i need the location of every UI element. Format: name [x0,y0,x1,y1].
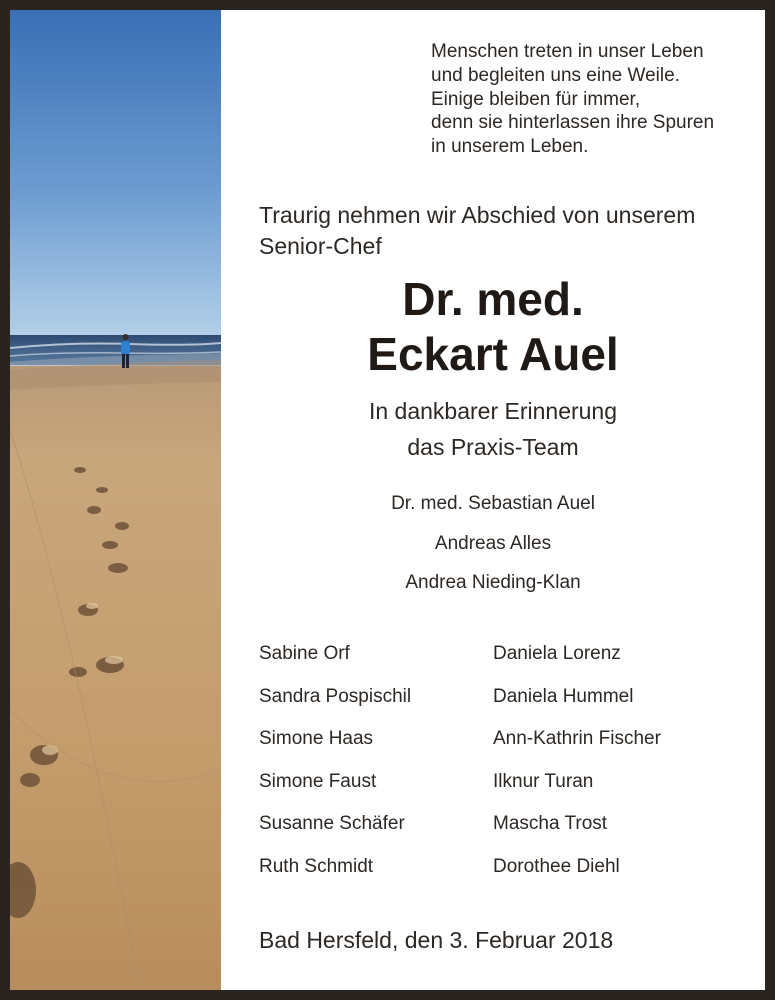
intro-text [259,200,695,262]
team-member: Simone Faust [259,770,377,792]
intro-line: Traurig nehmen wir Abschied von unserem [259,202,696,228]
team-list-left [259,633,411,888]
team-member: Sabine Orf [259,643,350,664]
poem-line: Einige bleiben für immer, [431,88,641,110]
team-member: Daniela Hummel [493,685,634,707]
poem-block [431,40,714,159]
poem-line: und begleiten uns eine Weile. [431,64,680,86]
team-member: Ann-Kathrin Fischer [493,728,661,749]
team-member: Simone Haas [259,728,374,749]
team-member: Ilknur Turan [493,770,594,792]
deceased-title: Dr. med. [402,273,584,325]
deceased-name [221,272,765,382]
lead-name: Dr. med. Sebastian Auel [391,493,595,514]
beach-footprints-photo [10,10,221,990]
obituary-card [10,10,765,990]
team-member: Ruth Schmidt [259,855,374,877]
team-member: Daniela Lorenz [493,643,621,664]
team-member: Susanne Schäfer [259,813,405,834]
poem-line: Menschen treten in unser Leben [431,41,704,62]
memory-signature: das Praxis-Team [407,434,579,460]
deceased-fullname: Eckart Auel [367,328,619,380]
beach-photo-svg [10,10,221,990]
team-member: Sandra Pospischil [259,685,412,707]
memory-line: In dankbarer Erinnerung [368,398,618,424]
team-member: Dorothee Diehl [493,855,620,877]
obituary-text-panel [221,10,765,990]
poem-line: in unserem Leben. [431,136,589,158]
team-member: Mascha Trost [493,813,608,834]
team-list-right [493,633,661,888]
lead-names [221,484,765,603]
lead-name: Andrea Nieding-Klan [405,572,581,593]
place-and-date: Bad Hersfeld, den 3. Februar 2018 [259,927,614,953]
lead-name: Andreas Alles [434,532,552,554]
intro-line: Senior-Chef [259,233,382,259]
poem-line: denn sie hinterlassen ihre Spuren [431,112,715,134]
memory-text [221,393,765,465]
